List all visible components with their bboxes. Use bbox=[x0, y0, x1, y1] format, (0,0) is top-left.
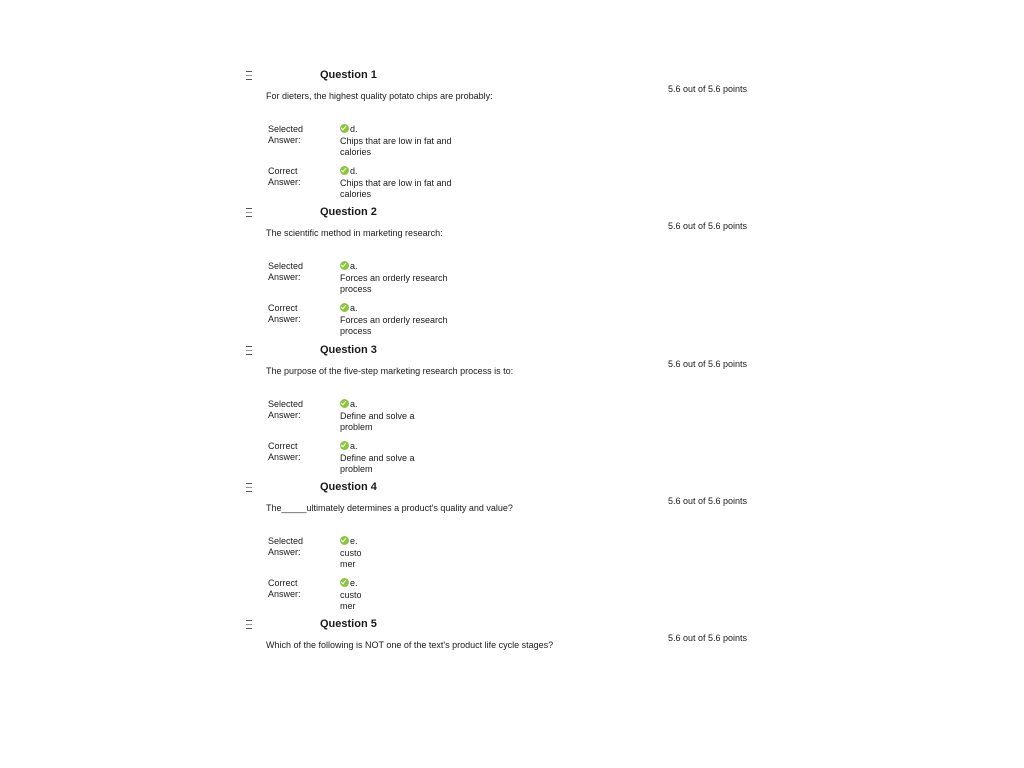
question-text: The_____ultimately determines a product's quality and value? bbox=[266, 503, 513, 513]
collapse-marker-icon[interactable] bbox=[246, 346, 252, 355]
correct-check-icon bbox=[340, 536, 349, 545]
correct-answer-value: a. Forces an orderly research process bbox=[340, 303, 448, 336]
correct-answer-value: a. Define and solve a problem bbox=[340, 441, 415, 474]
correct-answer-value: e. custo mer bbox=[340, 578, 362, 611]
correct-answer-value: d. Chips that are low in fat and calories bbox=[340, 166, 452, 199]
collapse-marker-icon[interactable] bbox=[246, 208, 252, 217]
collapse-marker-icon[interactable] bbox=[246, 620, 252, 629]
collapse-marker-icon[interactable] bbox=[246, 483, 252, 492]
question-points: 5.6 out of 5.6 points bbox=[668, 496, 748, 506]
correct-check-icon bbox=[340, 124, 349, 133]
correct-answer-label: Correct Answer: bbox=[268, 578, 301, 599]
selected-answer-label: Selected Answer: bbox=[268, 399, 304, 420]
question-points: 5.6 out of 5.6 points bbox=[668, 359, 748, 369]
question-block bbox=[244, 206, 764, 343]
correct-answer-label: Correct Answer: bbox=[268, 166, 301, 187]
question-title: Question 1 bbox=[320, 69, 377, 81]
question-points: 5.6 out of 5.6 points bbox=[668, 221, 748, 231]
question-text: Which of the following is NOT one of the text's product life cycle stages? bbox=[266, 640, 554, 650]
collapse-marker-icon[interactable] bbox=[246, 71, 252, 80]
question-block bbox=[244, 344, 764, 481]
selected-answer-value: a. Forces an orderly research process bbox=[340, 261, 448, 294]
question-title: Question 5 bbox=[320, 618, 377, 630]
correct-check-icon bbox=[340, 303, 349, 312]
correct-answer-label: Correct Answer: bbox=[268, 441, 301, 462]
correct-check-icon bbox=[340, 166, 349, 175]
question-block bbox=[244, 481, 764, 618]
question-block bbox=[244, 69, 764, 206]
correct-check-icon bbox=[340, 578, 349, 587]
question-title: Question 3 bbox=[320, 344, 377, 356]
question-text: The purpose of the five-step marketing research process is to: bbox=[266, 366, 514, 376]
correct-answer-label: Correct Answer: bbox=[268, 303, 301, 324]
selected-answer-value: d. Chips that are low in fat and calories bbox=[340, 124, 452, 157]
correct-check-icon bbox=[340, 261, 349, 270]
question-points: 5.6 out of 5.6 points bbox=[668, 633, 748, 643]
correct-check-icon bbox=[340, 399, 349, 408]
selected-answer-value: e. custo mer bbox=[340, 536, 362, 569]
question-text: The scientific method in marketing research: bbox=[266, 228, 443, 238]
question-block bbox=[244, 618, 764, 663]
correct-check-icon bbox=[340, 441, 349, 450]
question-title: Question 2 bbox=[320, 206, 377, 218]
question-points: 5.6 out of 5.6 points bbox=[668, 84, 748, 94]
selected-answer-label: Selected Answer: bbox=[268, 536, 304, 557]
selected-answer-label: Selected Answer: bbox=[268, 261, 304, 282]
selected-answer-label: Selected Answer: bbox=[268, 124, 304, 145]
question-text: For dieters, the highest quality potato chips are probably: bbox=[266, 91, 493, 101]
question-title: Question 4 bbox=[320, 481, 377, 493]
selected-answer-value: a. Define and solve a problem bbox=[340, 399, 415, 432]
